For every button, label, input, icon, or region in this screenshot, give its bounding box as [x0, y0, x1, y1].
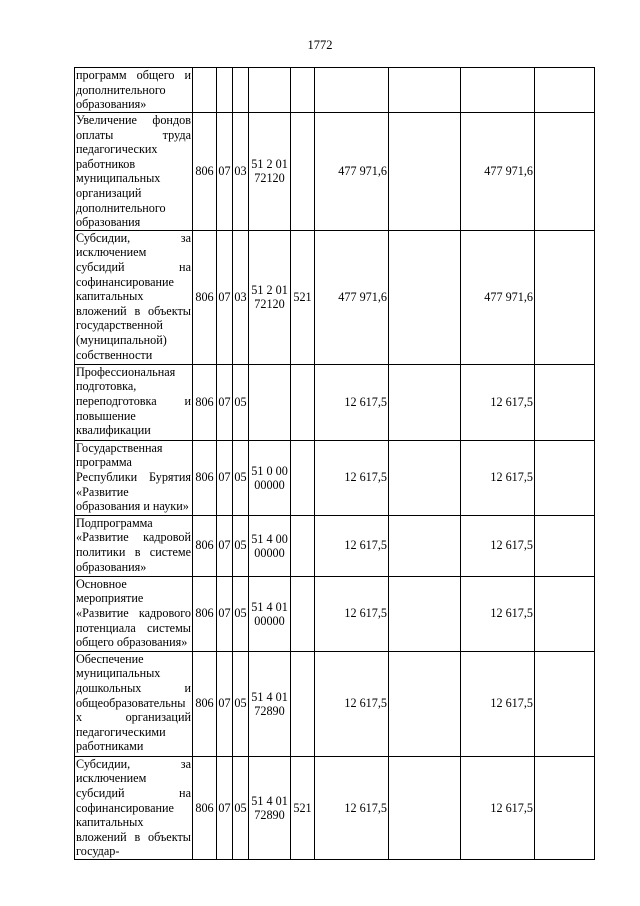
amount: 12 617,5	[315, 576, 389, 651]
target-article-code: 51 4 01 72890	[249, 756, 291, 859]
amount-total: 12 617,5	[461, 651, 535, 756]
empty-cell	[535, 756, 595, 859]
amount-total: 12 617,5	[461, 756, 535, 859]
ved-code: 806	[193, 576, 217, 651]
section-code: 07	[217, 576, 233, 651]
target-article-code: 51 2 01 72120	[249, 113, 291, 231]
subsection-code: 05	[233, 756, 249, 859]
expense-type-code	[291, 68, 315, 113]
amount: 477 971,6	[315, 230, 389, 364]
subsection-code: 05	[233, 364, 249, 440]
section-code: 07	[217, 651, 233, 756]
target-article-code: 51 4 00 00000	[249, 515, 291, 576]
empty-cell	[535, 515, 595, 576]
section-code: 07	[217, 515, 233, 576]
amount-total: 477 971,6	[461, 113, 535, 231]
amount-total: 477 971,6	[461, 230, 535, 364]
expense-type-code	[291, 113, 315, 231]
target-article-code: 51 2 01 72120	[249, 230, 291, 364]
subsection-code	[233, 68, 249, 113]
amount: 12 617,5	[315, 756, 389, 859]
row-name: Увеличение фондов оплаты труда педагогических работников муниципальных организаций дополнительного образования	[76, 113, 191, 230]
row-name: Профессиональная подготовка, переподготовка и повышение квалификации	[75, 364, 193, 440]
empty-cell	[535, 651, 595, 756]
expense-type-code	[291, 515, 315, 576]
table-row	[75, 364, 595, 440]
amount-extra	[389, 230, 461, 364]
amount-extra	[389, 515, 461, 576]
table-row	[75, 515, 595, 576]
section-code: 07	[217, 364, 233, 440]
ved-code: 806	[193, 230, 217, 364]
subsection-code: 03	[233, 230, 249, 364]
table-row	[75, 440, 595, 515]
ved-code: 806	[193, 364, 217, 440]
row-name: Субсидии, за исключением субсидий на софинансирование капитальных вложений в объекты государственной (муниципальной) собственности	[75, 230, 193, 364]
amount: 12 617,5	[315, 364, 389, 440]
amount	[315, 68, 389, 113]
amount: 477 971,6	[315, 113, 389, 231]
amount-extra	[389, 576, 461, 651]
expense-type-code	[291, 576, 315, 651]
table-row	[75, 576, 595, 651]
amount-extra	[389, 364, 461, 440]
row-name: Основное мероприятие «Развитие кадрового потенциала системы общего образования»	[75, 576, 193, 651]
expense-type-code	[291, 651, 315, 756]
empty-cell	[535, 364, 595, 440]
row-name: Обеспечение муниципальных дошкольных и общеобразовательных организаций педагогическими работниками	[75, 651, 193, 756]
ved-code: 806	[193, 756, 217, 859]
ved-code: 806	[193, 651, 217, 756]
row-name: Государственная программа Республики Бурятия «Развитие образования и науки»	[75, 440, 193, 515]
amount: 12 617,5	[315, 515, 389, 576]
section-code	[217, 68, 233, 113]
amount-total	[461, 68, 535, 113]
subsection-code: 05	[233, 651, 249, 756]
section-code: 07	[217, 440, 233, 515]
subsection-code: 05	[233, 576, 249, 651]
target-article-code: 51 4 01 72890	[249, 651, 291, 756]
budget-table	[74, 67, 595, 860]
page-number: 1772	[307, 38, 333, 52]
amount-extra	[389, 440, 461, 515]
expense-type-code	[291, 364, 315, 440]
empty-cell	[535, 576, 595, 651]
amount-extra	[389, 113, 461, 231]
ved-code: 806	[193, 440, 217, 515]
row-name: программ общего и дополнительного образования»	[76, 68, 191, 112]
table-row	[75, 68, 595, 113]
section-code: 07	[217, 230, 233, 364]
empty-cell	[535, 440, 595, 515]
amount-extra	[389, 651, 461, 756]
row-name: Субсидии, за исключением субсидий на софинансирование капитальных вложений в объекты государ-	[76, 756, 191, 859]
expense-type-code: 521	[291, 230, 315, 364]
target-article-code: 51 0 00 00000	[249, 440, 291, 515]
empty-cell	[535, 113, 595, 231]
ved-code: 806	[193, 515, 217, 576]
section-code: 07	[217, 113, 233, 231]
expense-type-code	[291, 440, 315, 515]
table-row	[75, 230, 595, 364]
target-article-code: 51 4 01 00000	[249, 576, 291, 651]
table-row	[75, 756, 595, 859]
ved-code: 806	[193, 113, 217, 231]
amount-total: 12 617,5	[461, 364, 535, 440]
subsection-code: 05	[233, 515, 249, 576]
subsection-code: 03	[233, 113, 249, 231]
amount-extra	[389, 756, 461, 859]
table-row	[75, 113, 595, 231]
ved-code	[193, 68, 217, 113]
amount-extra	[389, 68, 461, 113]
row-name: Подпрограмма «Развитие кадровой политики в системе образования»	[75, 515, 193, 576]
section-code: 07	[217, 756, 233, 859]
target-article-code	[249, 364, 291, 440]
amount: 12 617,5	[315, 651, 389, 756]
table-row	[75, 651, 595, 756]
empty-cell	[535, 230, 595, 364]
empty-cell	[535, 68, 595, 113]
expense-type-code: 521	[291, 756, 315, 859]
amount-total: 12 617,5	[461, 576, 535, 651]
amount-total: 12 617,5	[461, 515, 535, 576]
amount: 12 617,5	[315, 440, 389, 515]
subsection-code: 05	[233, 440, 249, 515]
amount-total: 12 617,5	[461, 440, 535, 515]
target-article-code	[249, 68, 291, 113]
